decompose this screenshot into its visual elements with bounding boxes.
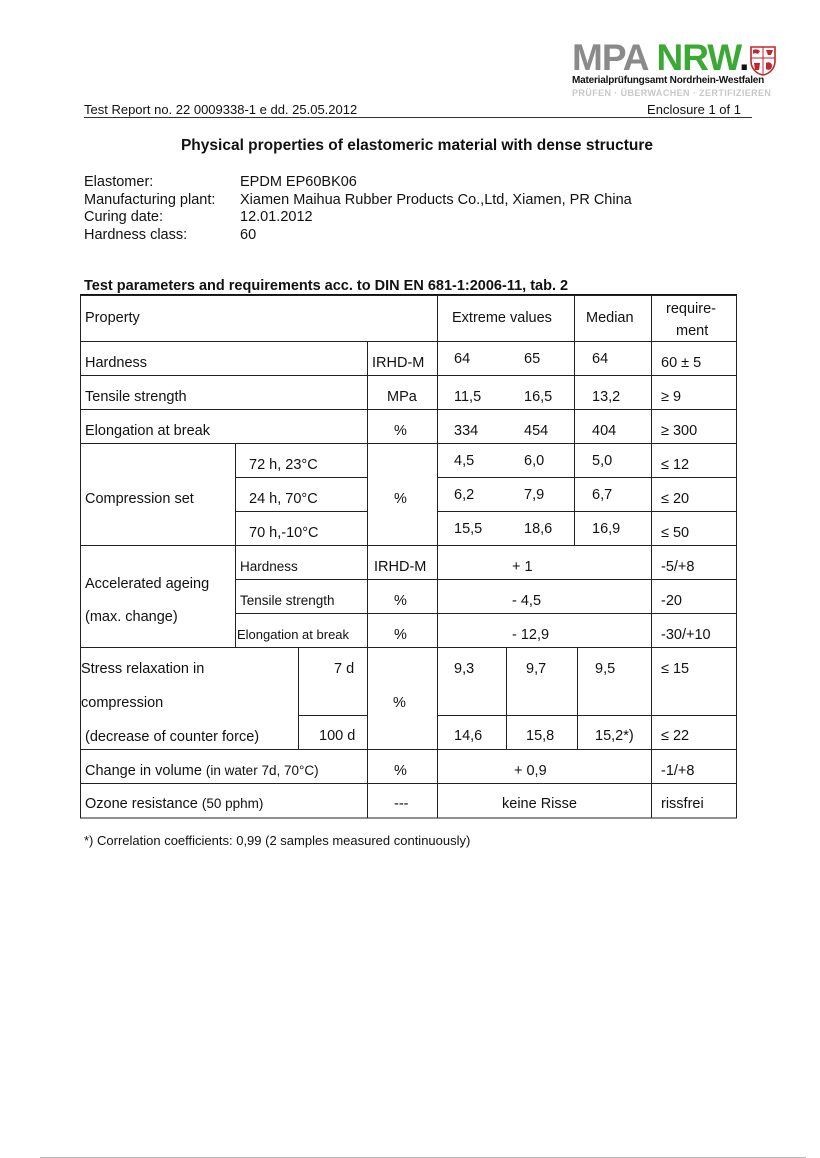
volume-value: + 0,9 <box>514 763 547 779</box>
volume-condition: (in water 7d, 70°C) <box>205 763 319 778</box>
logo-mpa: MPA <box>572 37 649 78</box>
tensile-requirement: ≥ 9 <box>661 389 682 405</box>
info-row-curing-date <box>84 209 632 227</box>
stress-100d-requirement: ≤ 22 <box>661 728 690 744</box>
row-label-accelerated-ageing: Accelerated ageing <box>85 576 210 592</box>
section-title: Test parameters and requirements acc. to DIN EN 681-1:2006-11, tab. 2 <box>84 278 569 294</box>
row-label-compression-set: Compression set <box>85 491 194 507</box>
row-label-stress-relaxation: Stress relaxation in <box>81 661 205 677</box>
document-title: Physical properties of elastomeric material with dense structure <box>180 137 654 154</box>
compression-condition: 24 h, 70°C <box>249 491 318 507</box>
elongation-max: 454 <box>524 423 549 439</box>
info-row-hardness-class <box>84 227 632 245</box>
info-label: Curing date: <box>84 209 163 225</box>
info-value: EPDM EP60BK06 <box>240 174 357 190</box>
stress-100d-value-1: 14,6 <box>454 728 483 744</box>
compression-requirement: ≤ 20 <box>661 491 690 507</box>
material-info <box>84 174 632 244</box>
stress-duration-100d: 100 d <box>319 728 356 744</box>
elongation-requirement: ≥ 300 <box>661 423 698 439</box>
hardness-min: 64 <box>454 351 471 367</box>
report-number: Test Report no. 22 0009338-1 e dd. 25.05.2012 <box>84 102 358 117</box>
info-label: Manufacturing plant: <box>84 191 216 208</box>
row-label-elongation: Elongation at break <box>85 423 210 439</box>
compression-condition: 72 h, 23°C <box>249 457 318 473</box>
ageing-requirement: -30/+10 <box>661 627 711 643</box>
tensile-max: 16,5 <box>524 389 553 405</box>
row-label-tensile: Tensile strength <box>85 389 187 405</box>
volume-requirement: -1/+8 <box>661 763 695 779</box>
compression-max: 6,0 <box>524 453 545 469</box>
stress-100d-value-2: 15,8 <box>526 728 555 744</box>
info-label: Elastomer: <box>84 174 154 190</box>
info-row-elastomer <box>84 174 632 192</box>
compression-max: 7,9 <box>524 487 545 503</box>
elongation-median: 404 <box>592 423 617 439</box>
ageing-unit: % <box>394 627 407 643</box>
hardness-median: 64 <box>592 351 609 367</box>
footnote: *) Correlation coefficients: 0,99 (2 samples measured continuously) <box>84 833 471 848</box>
compression-condition: 70 h,-10°C <box>249 525 319 541</box>
unit-ozone: --- <box>394 796 409 812</box>
compression-requirement: ≤ 50 <box>661 525 690 541</box>
compression-median: 16,9 <box>592 521 621 537</box>
enclosure-label: Enclosure 1 of 1 <box>647 102 741 117</box>
stress-7d-value-3: 9,5 <box>595 661 616 677</box>
ageing-sub-label: Tensile strength <box>240 593 335 608</box>
unit-hardness: IRHD-M <box>372 355 425 371</box>
info-label: Hardness class: <box>84 226 188 243</box>
col-header-median: Median <box>586 310 634 326</box>
tensile-median: 13,2 <box>592 389 621 405</box>
ageing-requirement: -20 <box>661 593 682 609</box>
col-header-property: Property <box>85 310 140 326</box>
ozone-condition: (50 pphm) <box>201 796 264 811</box>
col-header-extreme-values: Extreme values <box>452 310 552 326</box>
logo-tagline: PRÜFEN · ÜBERWACHEN · ZERTIFIZIEREN <box>572 88 772 98</box>
stress-7d-requirement: ≤ 15 <box>661 661 690 677</box>
ozone-label: Ozone resistance <box>85 796 198 812</box>
mpa-nrw-logo <box>572 37 782 100</box>
compression-min: 6,2 <box>454 487 475 503</box>
ageing-sub-label: Elongation at break <box>237 627 350 642</box>
row-label-compression: compression <box>81 695 164 711</box>
row-label-change-in-volume <box>85 763 319 779</box>
info-value: 12.01.2012 <box>240 209 313 225</box>
elongation-min: 334 <box>454 423 479 439</box>
ageing-value: - 12,9 <box>512 627 550 643</box>
col-header-requirement-1: require- <box>666 301 716 317</box>
ageing-value: - 4,5 <box>512 593 542 609</box>
ozone-requirement: rissfrei <box>661 796 704 812</box>
results-table <box>80 295 737 819</box>
logo-dot: . <box>739 37 749 78</box>
ageing-value: + 1 <box>512 559 533 575</box>
stress-100d-value-3: 15,2*) <box>595 728 634 744</box>
unit-tensile: MPa <box>387 389 417 405</box>
row-label-counter-force: (decrease of counter force) <box>85 729 260 745</box>
compression-min: 15,5 <box>454 521 483 537</box>
stress-7d-value-1: 9,3 <box>454 661 475 677</box>
info-value: 60 <box>240 226 257 243</box>
compression-median: 6,7 <box>592 487 613 503</box>
ageing-unit: IRHD-M <box>374 559 427 575</box>
unit-stress-relaxation: % <box>393 695 406 711</box>
info-row-plant <box>84 192 632 210</box>
logo-nrw: NRW <box>656 37 740 78</box>
col-header-requirement-2: ment <box>676 323 709 339</box>
ozone-value: keine Risse <box>502 796 577 812</box>
header-divider <box>84 117 752 118</box>
hardness-requirement: 60 ± 5 <box>661 355 702 371</box>
compression-requirement: ≤ 12 <box>661 457 690 473</box>
ageing-unit: % <box>394 593 407 609</box>
info-value: Xiamen Maihua Rubber Products Co.,Ltd, Xiamen, PR China <box>240 191 632 208</box>
compression-min: 4,5 <box>454 453 475 469</box>
row-label-hardness: Hardness <box>85 355 148 371</box>
hardness-max: 65 <box>524 351 541 367</box>
ageing-sub-label: Hardness <box>240 559 298 574</box>
row-label-max-change: (max. change) <box>85 609 178 625</box>
logo-subtitle: Materialprüfungsamt Nordrhein-Westfalen <box>572 75 765 86</box>
unit-volume: % <box>394 763 407 779</box>
compression-median: 5,0 <box>592 453 613 469</box>
stress-7d-value-2: 9,7 <box>526 661 547 677</box>
unit-compression-set: % <box>394 491 407 507</box>
compression-max: 18,6 <box>524 521 553 537</box>
stress-duration-7d: 7 d <box>334 661 355 677</box>
tensile-min: 11,5 <box>454 389 482 405</box>
logo-wordmark <box>572 37 749 78</box>
nrw-coat-of-arms-icon <box>750 46 776 76</box>
row-label-ozone-resistance <box>85 796 263 812</box>
volume-label: Change in volume <box>85 763 202 779</box>
unit-elongation: % <box>394 423 407 439</box>
ageing-requirement: -5/+8 <box>661 559 695 575</box>
